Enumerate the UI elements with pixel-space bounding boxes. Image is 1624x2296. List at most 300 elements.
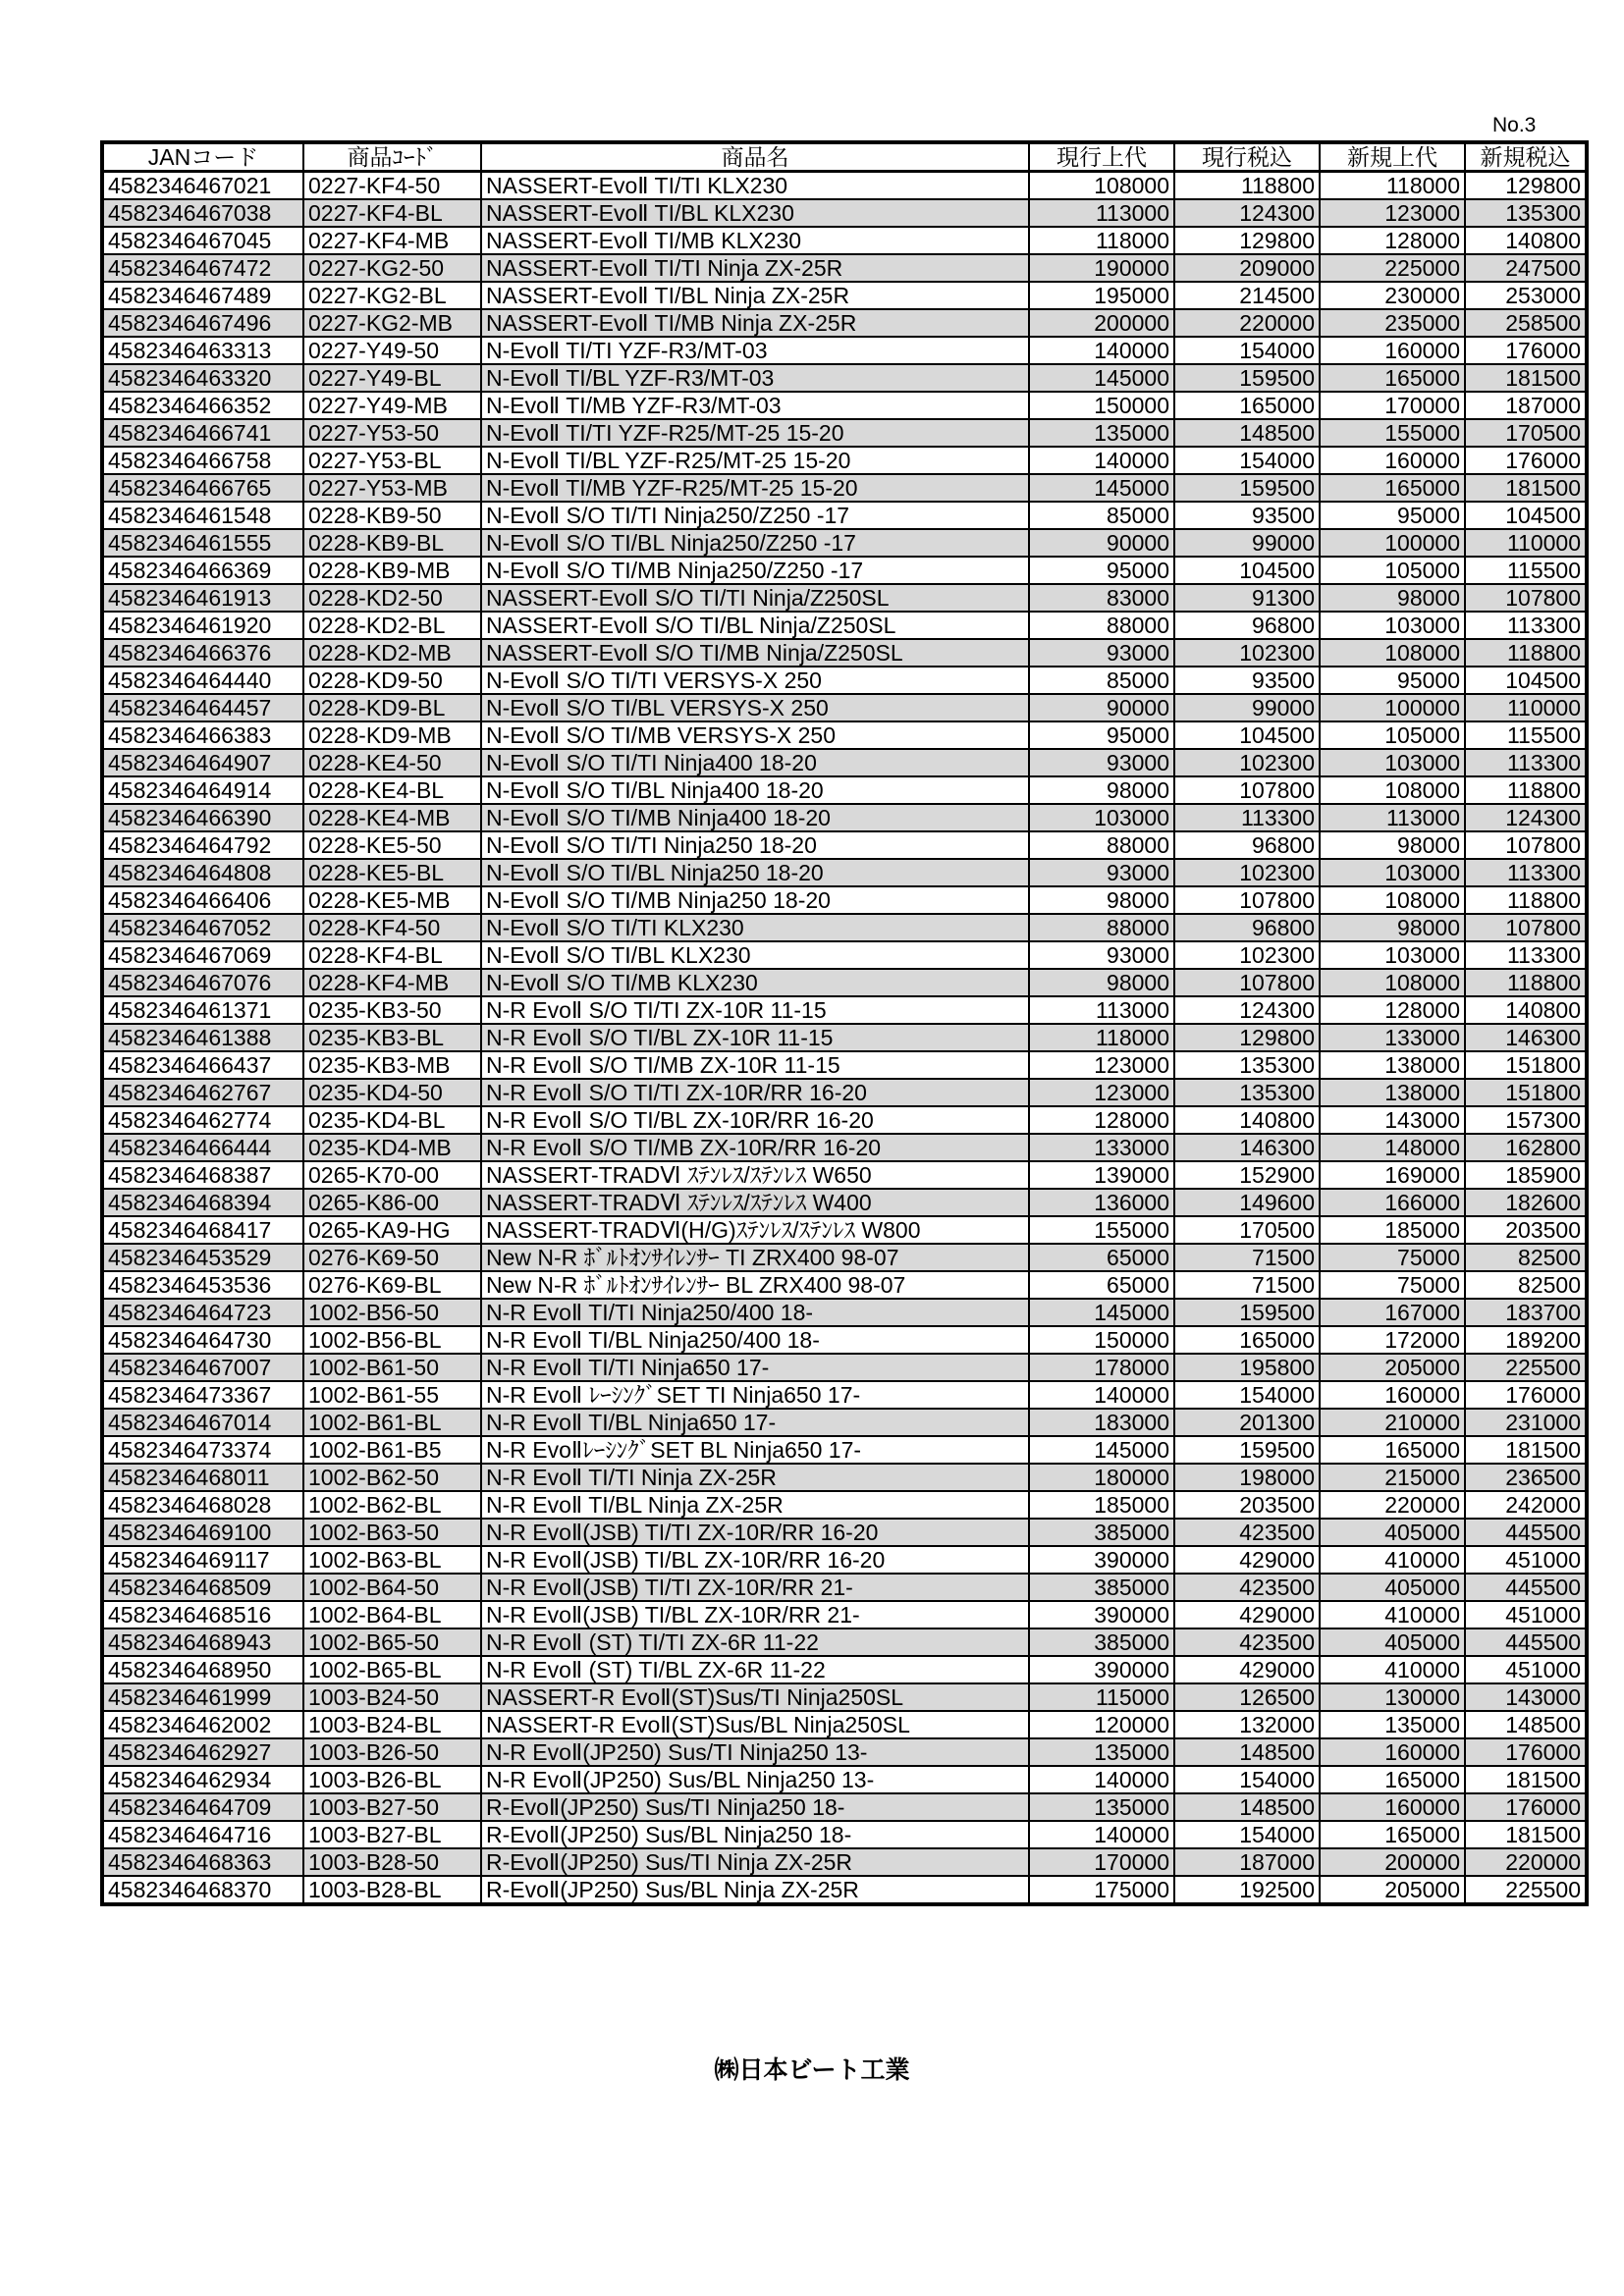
current-price-cell: 93000 xyxy=(1029,941,1174,969)
product-name-cell: N-EvoⅡ TI/TI YZF-R25/MT-25 15-20 xyxy=(481,419,1029,447)
product-code-cell: 0227-KF4-BL xyxy=(303,199,481,227)
new-tax-incl-cell: 82500 xyxy=(1465,1244,1587,1271)
table-row xyxy=(102,1216,1587,1244)
current-price-cell: 123000 xyxy=(1029,1079,1174,1106)
current-tax-incl-cell: 423500 xyxy=(1174,1629,1320,1656)
current-tax-incl-cell: 102300 xyxy=(1174,749,1320,776)
product-code-cell: 0227-KG2-BL xyxy=(303,282,481,309)
product-code-cell: 0227-Y49-50 xyxy=(303,337,481,364)
product-name-cell: N-R EvoⅡ S/O TI/TI ZX-10R/RR 16-20 xyxy=(481,1079,1029,1106)
new-price-cell: 160000 xyxy=(1320,447,1465,474)
current-price-cell: 145000 xyxy=(1029,474,1174,502)
current-tax-incl-cell: 135300 xyxy=(1174,1079,1320,1106)
current-price-cell: 140000 xyxy=(1029,447,1174,474)
current-tax-incl-cell: 165000 xyxy=(1174,392,1320,419)
new-tax-incl-cell: 176000 xyxy=(1465,447,1587,474)
product-code-cell: 1003-B26-BL xyxy=(303,1766,481,1793)
new-price-cell: 103000 xyxy=(1320,749,1465,776)
current-price-cell: 90000 xyxy=(1029,529,1174,557)
current-tax-incl-cell: 71500 xyxy=(1174,1271,1320,1299)
current-tax-incl-cell: 170500 xyxy=(1174,1216,1320,1244)
new-price-cell: 205000 xyxy=(1320,1876,1465,1904)
current-tax-incl-cell: 104500 xyxy=(1174,721,1320,749)
current-tax-incl-cell: 107800 xyxy=(1174,969,1320,996)
jan-code-cell: 4582346466376 xyxy=(102,639,303,667)
current-price-cell: 123000 xyxy=(1029,1051,1174,1079)
new-price-cell: 410000 xyxy=(1320,1656,1465,1683)
jan-code-cell: 4582346467472 xyxy=(102,254,303,282)
product-code-cell: 1002-B56-BL xyxy=(303,1326,481,1354)
current-price-cell: 136000 xyxy=(1029,1189,1174,1216)
product-name-cell: N-EvoⅡ S/O TI/MB Ninja250 18-20 xyxy=(481,886,1029,914)
product-name-cell: N-R EvoⅡ(JSB) TI/BL ZX-10R/RR 16-20 xyxy=(481,1546,1029,1574)
table-row xyxy=(102,1024,1587,1051)
product-code-cell: 0228-KB9-BL xyxy=(303,529,481,557)
table-row xyxy=(102,392,1587,419)
product-name-cell: N-EvoⅡ S/O TI/BL VERSYS-X 250 xyxy=(481,694,1029,721)
new-price-cell: 160000 xyxy=(1320,1793,1465,1821)
new-tax-incl-cell: 176000 xyxy=(1465,1793,1587,1821)
new-tax-incl-cell: 181500 xyxy=(1465,1766,1587,1793)
table-row xyxy=(102,529,1587,557)
product-name-cell: N-EvoⅡ S/O TI/TI Ninja250 18-20 xyxy=(481,831,1029,859)
product-code-cell: 0228-KF4-MB xyxy=(303,969,481,996)
new-price-cell: 108000 xyxy=(1320,776,1465,804)
current-price-cell: 113000 xyxy=(1029,199,1174,227)
table-row xyxy=(102,1683,1587,1711)
current-tax-incl-cell: 201300 xyxy=(1174,1409,1320,1436)
table-row xyxy=(102,1106,1587,1134)
new-price-cell: 165000 xyxy=(1320,474,1465,502)
current-tax-incl-cell: 165000 xyxy=(1174,1326,1320,1354)
new-price-cell: 169000 xyxy=(1320,1161,1465,1189)
product-code-cell: 1002-B65-BL xyxy=(303,1656,481,1683)
product-code-cell: 0227-KG2-MB xyxy=(303,309,481,337)
product-code-cell: 0276-K69-50 xyxy=(303,1244,481,1271)
product-name-cell: NASSERT-EvoⅡ TI/MB Ninja ZX-25R xyxy=(481,309,1029,337)
product-code-cell: 0227-Y53-MB xyxy=(303,474,481,502)
product-name-cell: NASSERT-TRADⅥ ｽﾃﾝﾚｽ/ｽﾃﾝﾚｽ W400 xyxy=(481,1189,1029,1216)
new-price-cell: 98000 xyxy=(1320,584,1465,612)
product-code-cell: 0227-Y53-50 xyxy=(303,419,481,447)
new-tax-incl-cell: 104500 xyxy=(1465,667,1587,694)
product-code-cell: 0228-KD9-MB xyxy=(303,721,481,749)
product-name-cell: N-R EvoⅡ TI/BL Ninja250/400 18- xyxy=(481,1326,1029,1354)
new-price-cell: 138000 xyxy=(1320,1079,1465,1106)
product-name-cell: N-R EvoⅡ(JP250) Sus/BL Ninja250 13- xyxy=(481,1766,1029,1793)
new-tax-incl-cell: 231000 xyxy=(1465,1409,1587,1436)
product-code-cell: 0228-KB9-MB xyxy=(303,557,481,584)
product-name-cell: N-R EvoⅡ(JSB) TI/BL ZX-10R/RR 21- xyxy=(481,1601,1029,1629)
product-code-cell: 1003-B27-BL xyxy=(303,1821,481,1848)
jan-code-cell: 4582346463320 xyxy=(102,364,303,392)
jan-code-cell: 4582346467052 xyxy=(102,914,303,941)
table-row xyxy=(102,859,1587,886)
new-tax-incl-cell: 143000 xyxy=(1465,1683,1587,1711)
jan-code-cell: 4582346467069 xyxy=(102,941,303,969)
product-name-cell: NASSERT-EvoⅡ S/O TI/TI Ninja/Z250SL xyxy=(481,584,1029,612)
new-tax-incl-cell: 107800 xyxy=(1465,584,1587,612)
table-row xyxy=(102,199,1587,227)
jan-code-cell: 4582346464792 xyxy=(102,831,303,859)
current-price-cell: 88000 xyxy=(1029,831,1174,859)
new-tax-incl-cell: 225500 xyxy=(1465,1354,1587,1381)
new-tax-incl-cell: 113300 xyxy=(1465,612,1587,639)
table-row xyxy=(102,309,1587,337)
jan-code-cell: 4582346466369 xyxy=(102,557,303,584)
product-name-cell: N-R EvoⅡ S/O TI/BL ZX-10R 11-15 xyxy=(481,1024,1029,1051)
current-price-cell: 139000 xyxy=(1029,1161,1174,1189)
table-row xyxy=(102,1519,1587,1546)
product-code-cell: 1002-B61-50 xyxy=(303,1354,481,1381)
new-tax-incl-cell: 107800 xyxy=(1465,914,1587,941)
current-tax-incl-cell: 149600 xyxy=(1174,1189,1320,1216)
product-code-cell: 0228-KD2-MB xyxy=(303,639,481,667)
current-tax-incl-cell: 113300 xyxy=(1174,804,1320,831)
current-tax-incl-cell: 118800 xyxy=(1174,172,1320,200)
current-price-cell: 95000 xyxy=(1029,557,1174,584)
product-name-cell: N-EvoⅡ S/O TI/BL Ninja400 18-20 xyxy=(481,776,1029,804)
product-name-cell: N-EvoⅡ S/O TI/TI VERSYS-X 250 xyxy=(481,667,1029,694)
current-tax-incl-cell: 132000 xyxy=(1174,1711,1320,1738)
new-tax-incl-cell: 115500 xyxy=(1465,721,1587,749)
product-name-cell: NASSERT-EvoⅡ TI/BL Ninja ZX-25R xyxy=(481,282,1029,309)
product-code-cell: 0228-KF4-50 xyxy=(303,914,481,941)
new-price-cell: 166000 xyxy=(1320,1189,1465,1216)
product-name-cell: N-R EvoⅡ S/O TI/TI ZX-10R 11-15 xyxy=(481,996,1029,1024)
table-row xyxy=(102,969,1587,996)
product-name-cell: NASSERT-EvoⅡ TI/MB KLX230 xyxy=(481,227,1029,254)
product-code-cell: 0235-KD4-BL xyxy=(303,1106,481,1134)
current-tax-incl-cell: 429000 xyxy=(1174,1656,1320,1683)
table-row xyxy=(102,996,1587,1024)
product-name-cell: N-R EvoⅡ(JP250) Sus/TI Ninja250 13- xyxy=(481,1738,1029,1766)
current-tax-incl-cell: 148500 xyxy=(1174,1793,1320,1821)
product-code-cell: 1002-B65-50 xyxy=(303,1629,481,1656)
table-row xyxy=(102,1189,1587,1216)
current-tax-incl-cell: 140800 xyxy=(1174,1106,1320,1134)
price-table xyxy=(100,140,1589,1906)
table-row xyxy=(102,1629,1587,1656)
current-price-cell: 200000 xyxy=(1029,309,1174,337)
table-row xyxy=(102,1134,1587,1161)
current-price-cell: 98000 xyxy=(1029,969,1174,996)
jan-code-cell: 4582346464440 xyxy=(102,667,303,694)
product-name-cell: NASSERT-TRADⅥ(H/G)ｽﾃﾝﾚｽ/ｽﾃﾝﾚｽ W800 xyxy=(481,1216,1029,1244)
current-tax-incl-cell: 429000 xyxy=(1174,1546,1320,1574)
jan-code-cell: 4582346467076 xyxy=(102,969,303,996)
new-price-cell: 220000 xyxy=(1320,1491,1465,1519)
product-name-cell: N-R EvoⅡ TI/TI Ninja650 17- xyxy=(481,1354,1029,1381)
current-price-cell: 65000 xyxy=(1029,1244,1174,1271)
current-price-cell: 98000 xyxy=(1029,886,1174,914)
new-tax-incl-cell: 185900 xyxy=(1465,1161,1587,1189)
new-price-cell: 215000 xyxy=(1320,1464,1465,1491)
new-price-cell: 103000 xyxy=(1320,941,1465,969)
jan-code-cell: 4582346467007 xyxy=(102,1354,303,1381)
table-row xyxy=(102,639,1587,667)
product-code-cell: 0265-KA9-HG xyxy=(303,1216,481,1244)
current-tax-incl-cell: 209000 xyxy=(1174,254,1320,282)
table-row xyxy=(102,914,1587,941)
table-row xyxy=(102,337,1587,364)
jan-code-cell: 4582346464709 xyxy=(102,1793,303,1821)
current-tax-incl-cell: 159500 xyxy=(1174,1299,1320,1326)
new-price-cell: 185000 xyxy=(1320,1216,1465,1244)
col-header-current-price: 現行上代 xyxy=(1029,142,1174,172)
jan-code-cell: 4582346469117 xyxy=(102,1546,303,1574)
jan-code-cell: 4582346467021 xyxy=(102,172,303,200)
new-tax-incl-cell: 107800 xyxy=(1465,831,1587,859)
new-tax-incl-cell: 118800 xyxy=(1465,886,1587,914)
table-row xyxy=(102,1738,1587,1766)
product-name-cell: NASSERT-EvoⅡ S/O TI/BL Ninja/Z250SL xyxy=(481,612,1029,639)
jan-code-cell: 4582346468943 xyxy=(102,1629,303,1656)
jan-code-cell: 4582346464907 xyxy=(102,749,303,776)
jan-code-cell: 4582346464730 xyxy=(102,1326,303,1354)
current-tax-incl-cell: 91300 xyxy=(1174,584,1320,612)
new-price-cell: 95000 xyxy=(1320,667,1465,694)
product-name-cell: N-EvoⅡ S/O TI/MB Ninja250/Z250 -17 xyxy=(481,557,1029,584)
jan-code-cell: 4582346468363 xyxy=(102,1848,303,1876)
current-price-cell: 183000 xyxy=(1029,1409,1174,1436)
new-price-cell: 108000 xyxy=(1320,969,1465,996)
current-tax-incl-cell: 423500 xyxy=(1174,1574,1320,1601)
table-row xyxy=(102,941,1587,969)
jan-code-cell: 4582346466352 xyxy=(102,392,303,419)
product-name-cell: N-R EvoⅡ (ST) TI/BL ZX-6R 11-22 xyxy=(481,1656,1029,1683)
current-tax-incl-cell: 203500 xyxy=(1174,1491,1320,1519)
jan-code-cell: 4582346467038 xyxy=(102,199,303,227)
jan-code-cell: 4582346468950 xyxy=(102,1656,303,1683)
new-tax-incl-cell: 140800 xyxy=(1465,996,1587,1024)
new-price-cell: 128000 xyxy=(1320,227,1465,254)
new-price-cell: 205000 xyxy=(1320,1354,1465,1381)
current-tax-incl-cell: 124300 xyxy=(1174,199,1320,227)
table-row xyxy=(102,667,1587,694)
product-name-cell: N-EvoⅡ TI/MB YZF-R3/MT-03 xyxy=(481,392,1029,419)
product-name-cell: N-EvoⅡ S/O TI/TI KLX230 xyxy=(481,914,1029,941)
jan-code-cell: 4582346461548 xyxy=(102,502,303,529)
jan-code-cell: 4582346462002 xyxy=(102,1711,303,1738)
product-code-cell: 0235-KD4-MB xyxy=(303,1134,481,1161)
table-row xyxy=(102,1409,1587,1436)
product-code-cell: 1003-B26-50 xyxy=(303,1738,481,1766)
new-price-cell: 155000 xyxy=(1320,419,1465,447)
new-price-cell: 100000 xyxy=(1320,529,1465,557)
new-price-cell: 103000 xyxy=(1320,859,1465,886)
product-name-cell: R-EvoⅡ(JP250) Sus/BL Ninja ZX-25R xyxy=(481,1876,1029,1904)
new-price-cell: 138000 xyxy=(1320,1051,1465,1079)
product-code-cell: 0228-KE4-50 xyxy=(303,749,481,776)
product-code-cell: 0276-K69-BL xyxy=(303,1271,481,1299)
product-name-cell: R-EvoⅡ(JP250) Sus/TI Ninja250 18- xyxy=(481,1793,1029,1821)
col-header-product-name: 商品名 xyxy=(481,142,1029,172)
new-price-cell: 98000 xyxy=(1320,831,1465,859)
current-tax-incl-cell: 93500 xyxy=(1174,667,1320,694)
jan-code-cell: 4582346464914 xyxy=(102,776,303,804)
table-row xyxy=(102,419,1587,447)
current-tax-incl-cell: 135300 xyxy=(1174,1051,1320,1079)
current-price-cell: 90000 xyxy=(1029,694,1174,721)
jan-code-cell: 4582346468028 xyxy=(102,1491,303,1519)
jan-code-cell: 4582346467045 xyxy=(102,227,303,254)
jan-code-cell: 4582346453536 xyxy=(102,1271,303,1299)
current-tax-incl-cell: 99000 xyxy=(1174,529,1320,557)
table-row xyxy=(102,1271,1587,1299)
table-row xyxy=(102,227,1587,254)
table-body xyxy=(102,172,1587,1905)
table-row xyxy=(102,1546,1587,1574)
new-price-cell: 410000 xyxy=(1320,1546,1465,1574)
new-price-cell: 148000 xyxy=(1320,1134,1465,1161)
page-number: No.3 xyxy=(1492,114,1537,136)
col-header-new-price: 新規上代 xyxy=(1320,142,1465,172)
current-tax-incl-cell: 429000 xyxy=(1174,1601,1320,1629)
new-tax-incl-cell: 115500 xyxy=(1465,557,1587,584)
current-tax-incl-cell: 148500 xyxy=(1174,419,1320,447)
jan-code-cell: 4582346466383 xyxy=(102,721,303,749)
new-tax-incl-cell: 445500 xyxy=(1465,1519,1587,1546)
product-name-cell: N-R EvoⅡ TI/TI Ninja250/400 18- xyxy=(481,1299,1029,1326)
jan-code-cell: 4582346461388 xyxy=(102,1024,303,1051)
table-row xyxy=(102,1821,1587,1848)
new-tax-incl-cell: 220000 xyxy=(1465,1848,1587,1876)
current-tax-incl-cell: 96800 xyxy=(1174,831,1320,859)
product-name-cell: N-R EvoⅡ S/O TI/BL ZX-10R/RR 16-20 xyxy=(481,1106,1029,1134)
product-name-cell: N-R EvoⅡ S/O TI/MB ZX-10R/RR 16-20 xyxy=(481,1134,1029,1161)
new-tax-incl-cell: 140800 xyxy=(1465,227,1587,254)
product-code-cell: 0228-KD9-50 xyxy=(303,667,481,694)
jan-code-cell: 4582346462927 xyxy=(102,1738,303,1766)
jan-code-cell: 4582346468394 xyxy=(102,1189,303,1216)
jan-code-cell: 4582346466444 xyxy=(102,1134,303,1161)
new-price-cell: 103000 xyxy=(1320,612,1465,639)
product-code-cell: 0235-KB3-BL xyxy=(303,1024,481,1051)
current-tax-incl-cell: 96800 xyxy=(1174,612,1320,639)
product-code-cell: 0228-KD9-BL xyxy=(303,694,481,721)
product-code-cell: 0228-KF4-BL xyxy=(303,941,481,969)
new-tax-incl-cell: 146300 xyxy=(1465,1024,1587,1051)
new-tax-incl-cell: 187000 xyxy=(1465,392,1587,419)
jan-code-cell: 4582346466758 xyxy=(102,447,303,474)
product-name-cell: N-EvoⅡ S/O TI/BL KLX230 xyxy=(481,941,1029,969)
new-price-cell: 200000 xyxy=(1320,1848,1465,1876)
new-price-cell: 118000 xyxy=(1320,172,1465,200)
new-price-cell: 165000 xyxy=(1320,1436,1465,1464)
current-price-cell: 115000 xyxy=(1029,1683,1174,1711)
new-price-cell: 105000 xyxy=(1320,721,1465,749)
new-price-cell: 165000 xyxy=(1320,1821,1465,1848)
table-row xyxy=(102,1326,1587,1354)
new-tax-incl-cell: 110000 xyxy=(1465,694,1587,721)
new-tax-incl-cell: 113300 xyxy=(1465,859,1587,886)
current-price-cell: 180000 xyxy=(1029,1464,1174,1491)
new-tax-incl-cell: 151800 xyxy=(1465,1079,1587,1106)
current-price-cell: 385000 xyxy=(1029,1574,1174,1601)
new-tax-incl-cell: 451000 xyxy=(1465,1601,1587,1629)
product-code-cell: 0235-KB3-50 xyxy=(303,996,481,1024)
current-price-cell: 65000 xyxy=(1029,1271,1174,1299)
current-tax-incl-cell: 159500 xyxy=(1174,474,1320,502)
product-name-cell: N-EvoⅡ S/O TI/MB Ninja400 18-20 xyxy=(481,804,1029,831)
product-code-cell: 0235-KB3-MB xyxy=(303,1051,481,1079)
current-price-cell: 150000 xyxy=(1029,1326,1174,1354)
col-header-current-tax-incl: 現行税込 xyxy=(1174,142,1320,172)
product-code-cell: 1003-B28-BL xyxy=(303,1876,481,1904)
current-price-cell: 118000 xyxy=(1029,1024,1174,1051)
new-price-cell: 167000 xyxy=(1320,1299,1465,1326)
product-name-cell: N-EvoⅡ S/O TI/MB VERSYS-X 250 xyxy=(481,721,1029,749)
current-price-cell: 118000 xyxy=(1029,227,1174,254)
table-row xyxy=(102,254,1587,282)
product-code-cell: 1003-B24-50 xyxy=(303,1683,481,1711)
jan-code-cell: 4582346473367 xyxy=(102,1381,303,1409)
product-name-cell: N-EvoⅡ S/O TI/BL Ninja250/Z250 -17 xyxy=(481,529,1029,557)
new-tax-incl-cell: 176000 xyxy=(1465,1381,1587,1409)
table-row xyxy=(102,447,1587,474)
current-tax-incl-cell: 96800 xyxy=(1174,914,1320,941)
table-row xyxy=(102,1711,1587,1738)
table-row xyxy=(102,1051,1587,1079)
current-price-cell: 83000 xyxy=(1029,584,1174,612)
current-tax-incl-cell: 148500 xyxy=(1174,1738,1320,1766)
new-tax-incl-cell: 82500 xyxy=(1465,1271,1587,1299)
new-price-cell: 98000 xyxy=(1320,914,1465,941)
table-row xyxy=(102,1244,1587,1271)
product-name-cell: N-R EvoⅡ S/O TI/MB ZX-10R 11-15 xyxy=(481,1051,1029,1079)
jan-code-cell: 4582346468509 xyxy=(102,1574,303,1601)
table-row xyxy=(102,776,1587,804)
new-tax-incl-cell: 181500 xyxy=(1465,1436,1587,1464)
product-name-cell: N-R EvoⅡ(JSB) TI/TI ZX-10R/RR 16-20 xyxy=(481,1519,1029,1546)
product-name-cell: NASSERT-R EvoⅡ(ST)Sus/TI Ninja250SL xyxy=(481,1683,1029,1711)
jan-code-cell: 4582346468516 xyxy=(102,1601,303,1629)
product-name-cell: N-EvoⅡ TI/BL YZF-R25/MT-25 15-20 xyxy=(481,447,1029,474)
table-row xyxy=(102,1299,1587,1326)
new-price-cell: 410000 xyxy=(1320,1601,1465,1629)
table-row xyxy=(102,584,1587,612)
product-name-cell: N-R EvoⅡ(JSB) TI/TI ZX-10R/RR 21- xyxy=(481,1574,1029,1601)
jan-code-cell: 4582346466741 xyxy=(102,419,303,447)
new-tax-incl-cell: 225500 xyxy=(1465,1876,1587,1904)
new-tax-incl-cell: 176000 xyxy=(1465,1738,1587,1766)
table-row xyxy=(102,804,1587,831)
product-code-cell: 0235-KD4-50 xyxy=(303,1079,481,1106)
new-tax-incl-cell: 135300 xyxy=(1465,199,1587,227)
product-name-cell: NASSERT-EvoⅡ S/O TI/MB Ninja/Z250SL xyxy=(481,639,1029,667)
table-row xyxy=(102,1793,1587,1821)
jan-code-cell: 4582346468387 xyxy=(102,1161,303,1189)
current-price-cell: 135000 xyxy=(1029,1738,1174,1766)
product-name-cell: NASSERT-R EvoⅡ(ST)Sus/BL Ninja250SL xyxy=(481,1711,1029,1738)
new-tax-incl-cell: 189200 xyxy=(1465,1326,1587,1354)
new-price-cell: 225000 xyxy=(1320,254,1465,282)
current-price-cell: 175000 xyxy=(1029,1876,1174,1904)
product-code-cell: 0227-Y49-BL xyxy=(303,364,481,392)
col-header-jan: JANコード xyxy=(102,142,303,172)
current-tax-incl-cell: 214500 xyxy=(1174,282,1320,309)
current-price-cell: 113000 xyxy=(1029,996,1174,1024)
jan-code-cell: 4582346473374 xyxy=(102,1436,303,1464)
current-price-cell: 133000 xyxy=(1029,1134,1174,1161)
new-price-cell: 75000 xyxy=(1320,1244,1465,1271)
product-code-cell: 1002-B56-50 xyxy=(303,1299,481,1326)
table-row xyxy=(102,557,1587,584)
jan-code-cell: 4582346462934 xyxy=(102,1766,303,1793)
current-tax-incl-cell: 93500 xyxy=(1174,502,1320,529)
current-tax-incl-cell: 423500 xyxy=(1174,1519,1320,1546)
